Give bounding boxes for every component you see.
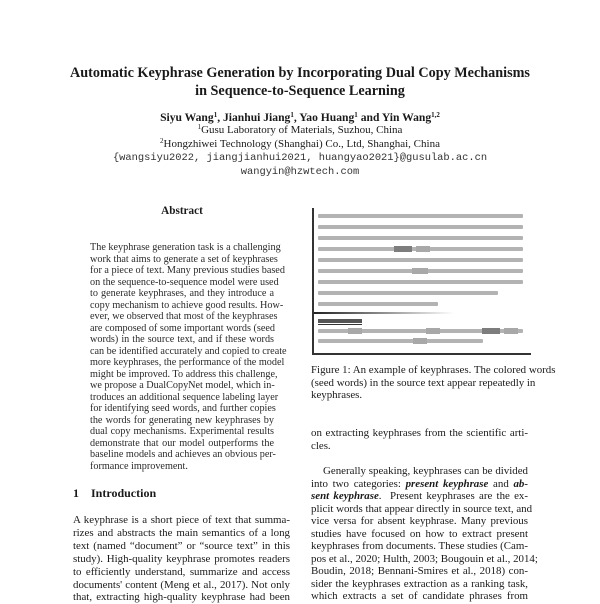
text-line: Generally speaking, keyphrases can be divided (323, 465, 528, 477)
text-line: keyphrases. (311, 389, 363, 401)
text-line: on extracting keyphrases from the scientific arti- (311, 427, 528, 439)
text-line: The keyphrase generation task is a challenging (90, 242, 281, 253)
text-line: we propose a DualCopyNet model, which in- (90, 380, 275, 391)
term-present-keyphrase: present keyphrase (405, 477, 489, 490)
text-line: study). High-quality keyphrase promotes readers (73, 552, 290, 565)
affiliation-1 (0, 124, 600, 136)
paper-title-line-2: in Sequence-to-Sequence Learning (195, 83, 405, 99)
text-line: are composed of some important words (seed (90, 322, 276, 334)
author-affiliation-mark: 1,2 (431, 111, 440, 119)
abstract-heading: Abstract (161, 205, 203, 217)
term-absent-keyphrase-end: sent keyphrase (311, 490, 379, 502)
seed-word-highlight (394, 246, 412, 252)
figure-separator (314, 312, 454, 314)
text-line (311, 490, 528, 503)
text-line: demonstrate that our model outperforms the (90, 437, 274, 449)
text-span: and (488, 477, 514, 490)
text-line: pos et al., 2020; Hulth, 2003; Bougouin et al., 2014; (311, 552, 538, 565)
text-line: dual copy mechanisms. Experimental results (90, 426, 274, 437)
introduction-paragraph (73, 514, 290, 604)
text-line: plicit words that appear directly in source text, and (311, 502, 533, 515)
text-line: ever, we observed that most of the keyphrases (90, 311, 278, 322)
right-column-paragraph-2 (311, 465, 538, 603)
author-separator: and (357, 111, 382, 124)
text-line: work that aims to generate a set of keyphrases (90, 253, 278, 265)
author-separator: , (217, 111, 223, 124)
text-line: to efficiently understand, summarize and access (73, 565, 290, 578)
text-line: A keyphrase is a short piece of text that summa- (73, 514, 290, 526)
email-line-1: {wangsiyu2022, jiangjianhui2021, huangyao2021}@gusulab.ac.cn (112, 152, 488, 164)
affiliation-text: Gusu Laboratory of Materials, Suzhou, China (201, 124, 403, 136)
text-line: studies have focused on how to extract present (311, 527, 528, 540)
text-line: that, extracting high-quality keyphrase had been (73, 591, 290, 604)
author-name: Yao Huang (299, 111, 355, 124)
author-name: Siyu Wang (160, 111, 214, 124)
abstract-body (90, 242, 287, 472)
paper-title-line-1: Automatic Keyphrase Generation by Incorporating Dual Copy Mechanisms (70, 65, 530, 81)
author-name: Jianhui Jiang (222, 111, 291, 124)
term-absent-keyphrase-start: ab- (513, 477, 528, 490)
text-line: can be identified accurately and copied to create (90, 345, 287, 357)
section-heading-introduction (73, 486, 156, 501)
affiliation-text: Hongzhiwei Technology (Shanghai) Co., Ltd, Shanghai, China (163, 138, 440, 150)
text-line: sider the keyphrases extraction as a ranking task, (311, 577, 528, 590)
text-line: vice versa for absent keyphrase. Many previous (311, 515, 528, 527)
text-line: text (named “document” or “source text” in this (73, 539, 290, 552)
text-line: more keyphrases, the performance of the model (90, 357, 285, 368)
text-line: words) in the source text, and if these words (90, 334, 274, 345)
text-line: baseline models and achieves an obvious per- (90, 449, 276, 460)
text-line: formance improvement. (90, 460, 188, 472)
affiliation-mark: 2 (160, 137, 164, 145)
text-line: (seed words) in the source text appear repeatedly in (311, 376, 536, 389)
seed-word-highlight (412, 268, 428, 274)
author-affiliation-mark: 1 (290, 111, 294, 119)
text-line: the words for generating new keyphrases by (90, 414, 274, 426)
seed-word-highlight (416, 246, 430, 252)
email-line-2: wangyin@hzwtech.com (240, 166, 360, 178)
text-line: copy mechanism to achieve good results. How- (90, 299, 284, 311)
right-column-paragraph-1 (311, 427, 528, 452)
author-name: Yin Wang (381, 111, 432, 124)
text-span: into two categories: (311, 477, 406, 490)
text-line: documents' content (Meng et al., 2017). Not only (73, 578, 290, 591)
section-number: 1 (73, 486, 79, 500)
author-affiliation-mark: 1 (354, 111, 358, 119)
figure-1-keyphrase-example (312, 208, 531, 355)
text-line: for identifying seed words, and further copies (90, 403, 276, 414)
author-list (0, 111, 600, 124)
text-line: Figure 1: An example of keyphrases. The colored words (311, 364, 556, 376)
section-title: Introduction (91, 486, 157, 500)
author-separator: , (293, 111, 300, 124)
text-line: keyphrases from documents. These studies (Cam- (311, 540, 528, 552)
affiliation-mark: 1 (197, 123, 202, 131)
affiliation-2 (0, 138, 600, 150)
text-line: to generate keyphrases, and they introduce a (90, 288, 274, 299)
text-line: on the sequence-to-sequence model were used (90, 276, 279, 288)
text-line: troduces an additional sequence labeling layer (90, 391, 279, 403)
author-affiliation-mark: 1 (213, 111, 218, 119)
text-line: cles. (311, 439, 331, 452)
text-line (311, 478, 528, 491)
text-span: . Present keyphrases are the ex- (378, 490, 529, 502)
text-line: might be improved. To address this challenge, (90, 368, 278, 380)
text-line: for a piece of text. Many previous studies based (90, 265, 285, 276)
text-line: Boudin, 2018; Bennani-Smires et al., 2018) con- (311, 565, 528, 577)
figure-1-caption (311, 364, 556, 402)
text-line: which extracts a set of candidate phrases from (311, 590, 528, 602)
text-line: rizes and abstracts the main semantics of a long (73, 526, 290, 539)
